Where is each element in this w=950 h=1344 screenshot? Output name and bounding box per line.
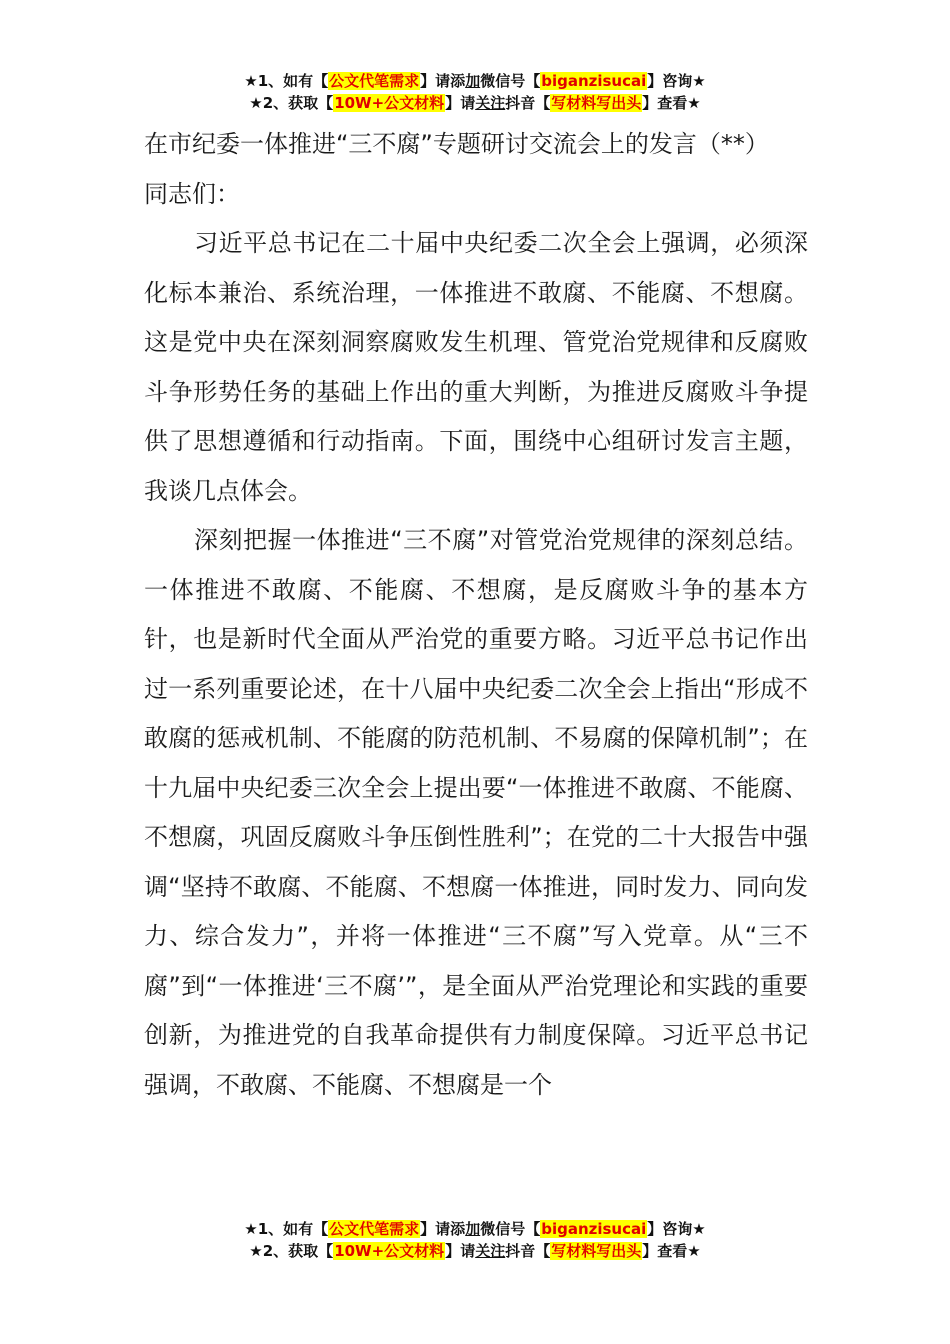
promo-text: 】咨询★ (647, 1220, 706, 1238)
paragraph-1: 习近平总书记在二十届中央纪委二次全会上强调，必须深化标本兼治、系统治理，一体推进不敢腐、不能腐、不想腐。这是党中央在深刻洞察腐败发生机理、管党治党规律和反腐败斗争形势任务的基础上作出的重大判断，为推进反腐败斗争提供了思想遵循和行动指南。下面，围绕中心组研讨发言主题，我谈几点体会。 (144, 229, 808, 505)
promo-text: ★2、获取【 (249, 1242, 334, 1260)
promo-line-1 (0, 1218, 950, 1240)
promo-line-2 (0, 1240, 950, 1262)
salutation: 同志们： (144, 179, 240, 208)
promo-highlight-douyin: 写材料写出头 (551, 1242, 642, 1260)
promo-text: 】咨询★ (647, 72, 706, 90)
document-body (144, 120, 808, 1110)
promo-text: 】查看★ (642, 94, 701, 112)
promo-highlight: 10W+公文材料 (334, 94, 445, 112)
promo-banner-top (0, 70, 950, 114)
promo-text: ★2、获取【 (249, 94, 334, 112)
promo-highlight-wechat: biganzisucai (541, 72, 647, 90)
promo-text: 】请 (445, 94, 476, 112)
promo-text: 抖音【 (505, 94, 551, 112)
promo-text: ★1、如有【 (244, 72, 329, 90)
promo-underline: 加 (465, 1220, 481, 1238)
promo-text: 微信号【 (480, 72, 541, 90)
promo-line-2 (0, 92, 950, 114)
promo-text: 】查看★ (642, 1242, 701, 1260)
promo-text: 】请 (445, 1242, 476, 1260)
promo-text: 微信号【 (480, 1220, 541, 1238)
promo-highlight-wechat: biganzisucai (541, 1220, 647, 1238)
promo-highlight-douyin: 写材料写出头 (551, 94, 642, 112)
promo-text: 抖音【 (505, 1242, 551, 1260)
promo-highlight: 公文代笔需求 (329, 1220, 420, 1238)
promo-banner-bottom (0, 1218, 950, 1262)
promo-underline: 关注 (475, 1242, 506, 1260)
promo-text: 】请添 (420, 72, 466, 90)
promo-text: ★1、如有【 (244, 1220, 329, 1238)
promo-highlight: 10W+公文材料 (334, 1242, 445, 1260)
promo-underline: 关注 (475, 94, 506, 112)
document-title: 在市纪委一体推进“三不腐”专题研讨交流会上的发言（**） (144, 130, 769, 158)
promo-text: 】请添 (420, 1220, 466, 1238)
promo-line-1 (0, 70, 950, 92)
promo-highlight: 公文代笔需求 (329, 72, 420, 90)
paragraph-2: 深刻把握一体推进“三不腐”对管党治党规律的深刻总结。一体推进不敢腐、不能腐、不想腐，是反腐败斗争的基本方针，也是新时代全面从严治党的重要方略。习近平总书记作出过一系列重要论述，在十八届中央纪委二次全会上指出“形成不敢腐的惩戒机制、不能腐的防范机制、不易腐的保障机制”；在十九届中央纪委三次全会上提出要“一体推进不敢腐、不能腐、不想腐，巩固反腐败斗争压倒性胜利”；在党的二十大报告中强调“坚持不敢腐、不能腐、不想腐一体推进，同时发力、同向发力、综合发力”，并将一体推进“三不腐”写入党章。从“三不腐”到“一体推进‘三不腐’”，是全面从严治党理论和实践的重要创新，为推进党的自我革命提供有力制度保障。习近平总书记强调，不敢腐、不能腐、不想腐是一个 (144, 526, 808, 1099)
promo-underline: 加 (465, 72, 481, 90)
